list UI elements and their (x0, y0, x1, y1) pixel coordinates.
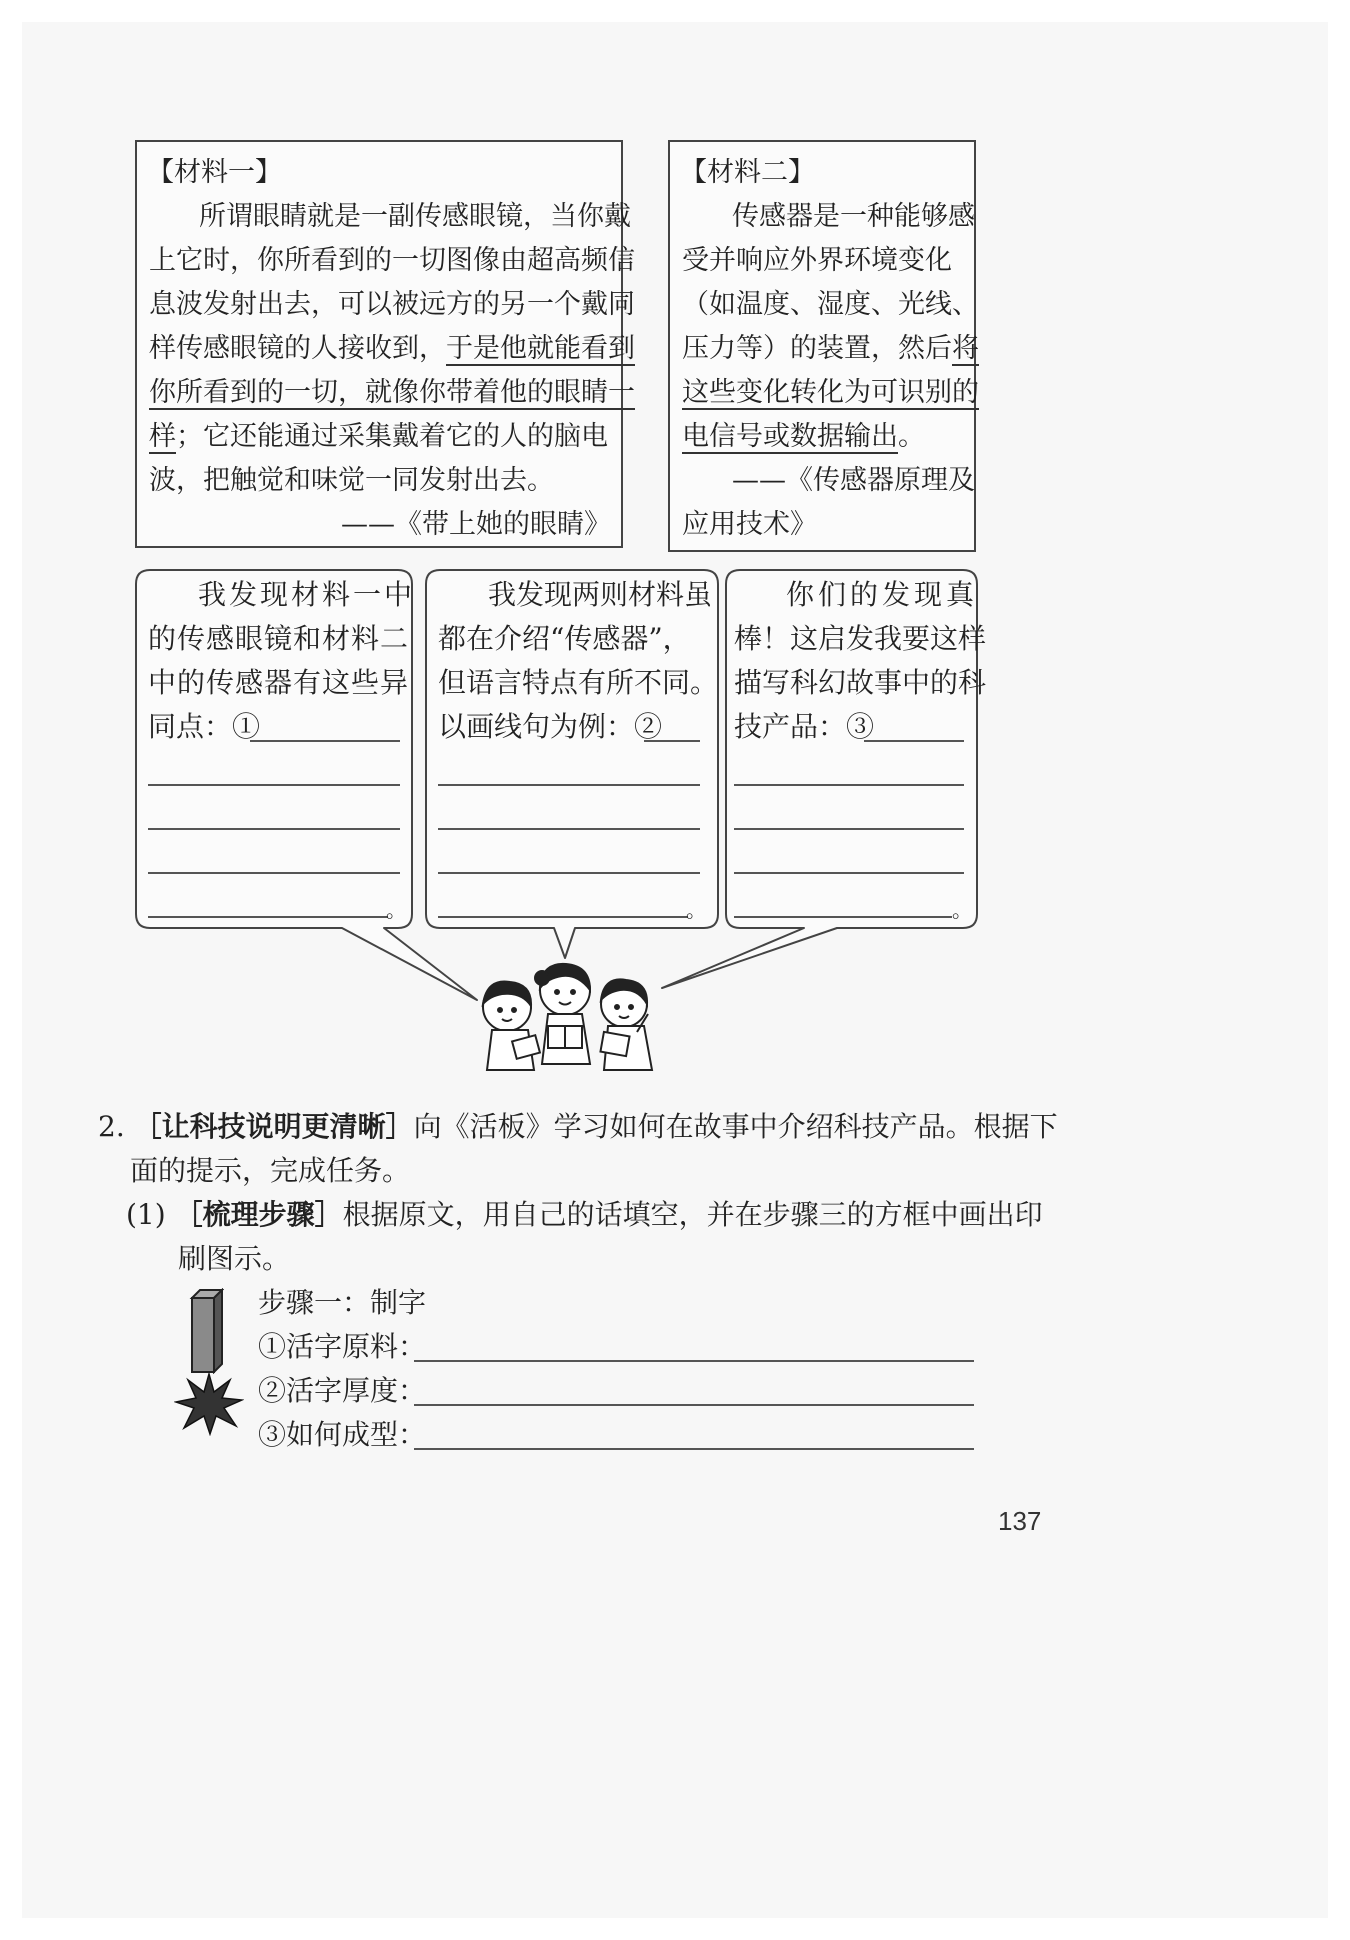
bubble-3-line-3: 描写科幻故事中的科 (734, 666, 987, 699)
material-one-line-7: 波，把触觉和味觉一同发射出去。 (149, 465, 554, 496)
question-2-text-1: 向《活板》学习如何在故事中介绍科技产品。根据下 (413, 1110, 1058, 1143)
material-one-underlined-2: 你所看到的一切，就像你带着他的眼睛一 (149, 377, 635, 408)
step-1-item-3-input[interactable] (414, 1448, 974, 1450)
material-one-underlined-1: 于是他就能看到 (446, 333, 635, 364)
carved-character-star-icon (174, 1372, 244, 1436)
bubble-3-answer-line-4[interactable] (734, 872, 964, 874)
material-two-underlined-1: 将 (952, 333, 979, 364)
sub-question-1-line-2: 刷图示。 (178, 1242, 291, 1275)
material-one-line-2: 上它时，你所看到的一切图像由超高频信 (149, 245, 635, 276)
bubble-1-line-1: 我发现材料一中 (198, 578, 416, 611)
material-two-underlined-3: 电信号或数据输出 (682, 421, 898, 452)
bubble-3-answer-line-2[interactable] (734, 784, 964, 786)
bubble-1-line-4: 同点：① (148, 710, 261, 743)
material-one-underlined-3: 样 (149, 421, 176, 452)
material-two-line-6-text: 。 (898, 421, 925, 452)
bubble-1-answer-line-1[interactable] (250, 740, 400, 742)
sub-question-1-tag: ［梳理步骤］ (174, 1198, 343, 1231)
step-1-item-2-label: ②活字厚度： (258, 1374, 427, 1407)
bubble-2-line-2: 都在介绍“传感器”， (438, 622, 691, 655)
bubble-1-end-mark: 。 (386, 898, 406, 922)
bubble-3-line-4: 技产品：③ (734, 710, 875, 743)
bubble-1-line-2: 的传感眼镜和材料二 (148, 622, 410, 655)
step-1-item-3-label: ③如何成型： (258, 1418, 427, 1451)
step-1-item-1-input[interactable] (414, 1360, 974, 1362)
worksheet-page (22, 22, 1328, 1918)
bubble-2-line-1: 我发现两则材料虽 (488, 578, 713, 611)
bubble-2-answer-line-5[interactable] (438, 916, 688, 918)
material-two-source-1: ——《传感器原理及 (732, 465, 975, 496)
bubble-2-answer-line-3[interactable] (438, 828, 700, 830)
bubble-3-answer-line-1[interactable] (864, 740, 964, 742)
material-one-line-3: 息波发射出去，可以被远方的另一个戴同 (149, 289, 635, 320)
question-2-tag: ［让科技说明更清晰］ (133, 1110, 414, 1143)
question-2-number: 2. (98, 1110, 125, 1143)
material-two-line-1: 传感器是一种能够感 (732, 201, 975, 232)
sub-question-1-number: (1) (126, 1198, 166, 1231)
material-two-line-2: 受并响应外界环境变化 (682, 245, 952, 276)
material-two-line-4-text: 压力等）的装置，然后 (682, 333, 952, 364)
bubble-2-line-3: 但语言特点有所不同。 (438, 666, 719, 699)
bubble-1-answer-line-4[interactable] (148, 872, 400, 874)
bubble-1-answer-line-5[interactable] (148, 916, 388, 918)
material-two-title: 【材料二】 (680, 157, 815, 188)
bubble-2-answer-line-1[interactable] (644, 740, 700, 742)
material-two-underlined-2: 这些变化转化为可识别的 (682, 377, 979, 408)
bubble-3-end-mark: 。 (952, 898, 972, 922)
bubble-1-answer-line-3[interactable] (148, 828, 400, 830)
step-1-title: 步骤一：制字 (258, 1286, 427, 1319)
page-number: 137 (998, 1506, 1042, 1536)
bubble-1-line-3: 中的传感器有这些异 (148, 666, 410, 699)
sub-question-1-line-1 (126, 1192, 1043, 1238)
material-two-line-3: （如温度、湿度、光线、 (682, 289, 979, 320)
bubble-2-end-mark: 。 (686, 898, 706, 922)
material-one-source: ——《带上她的眼睛》 (341, 509, 611, 540)
question-2-line-2: 面的提示，完成任务。 (130, 1154, 411, 1187)
bubble-2-answer-line-4[interactable] (438, 872, 700, 874)
question-2-line-1 (98, 1104, 1058, 1150)
material-two-source-2: 应用技术》 (682, 509, 817, 540)
sub-question-1-text-1: 根据原文，用自己的话填空，并在步骤三的方框中画出印 (342, 1198, 1043, 1231)
movable-type-block-icon (188, 1288, 224, 1374)
bubble-3-line-1: 你们的发现真 (786, 578, 979, 611)
material-one-line-4-text: 样传感眼镜的人接收到， (149, 333, 446, 364)
material-one-line-6-text: ；它还能通过采集戴着它的人的脑电 (176, 421, 608, 452)
bubble-3-line-2: 棒！这启发我要这样 (734, 622, 987, 655)
step-1-item-1-label: ①活字原料： (258, 1330, 427, 1363)
material-one-title: 【材料一】 (147, 157, 282, 188)
step-1-item-2-input[interactable] (414, 1404, 974, 1406)
three-children-reading-illustration (462, 952, 672, 1082)
material-one-line-1: 所谓眼睛就是一副传感眼镜，当你戴 (199, 201, 631, 232)
bubble-2-answer-line-2[interactable] (438, 784, 700, 786)
bubble-2-line-4: 以画线句为例：② (438, 710, 663, 743)
bubble-3-answer-line-3[interactable] (734, 828, 964, 830)
bubble-1-answer-line-2[interactable] (148, 784, 400, 786)
bubble-3-answer-line-5[interactable] (734, 916, 952, 918)
